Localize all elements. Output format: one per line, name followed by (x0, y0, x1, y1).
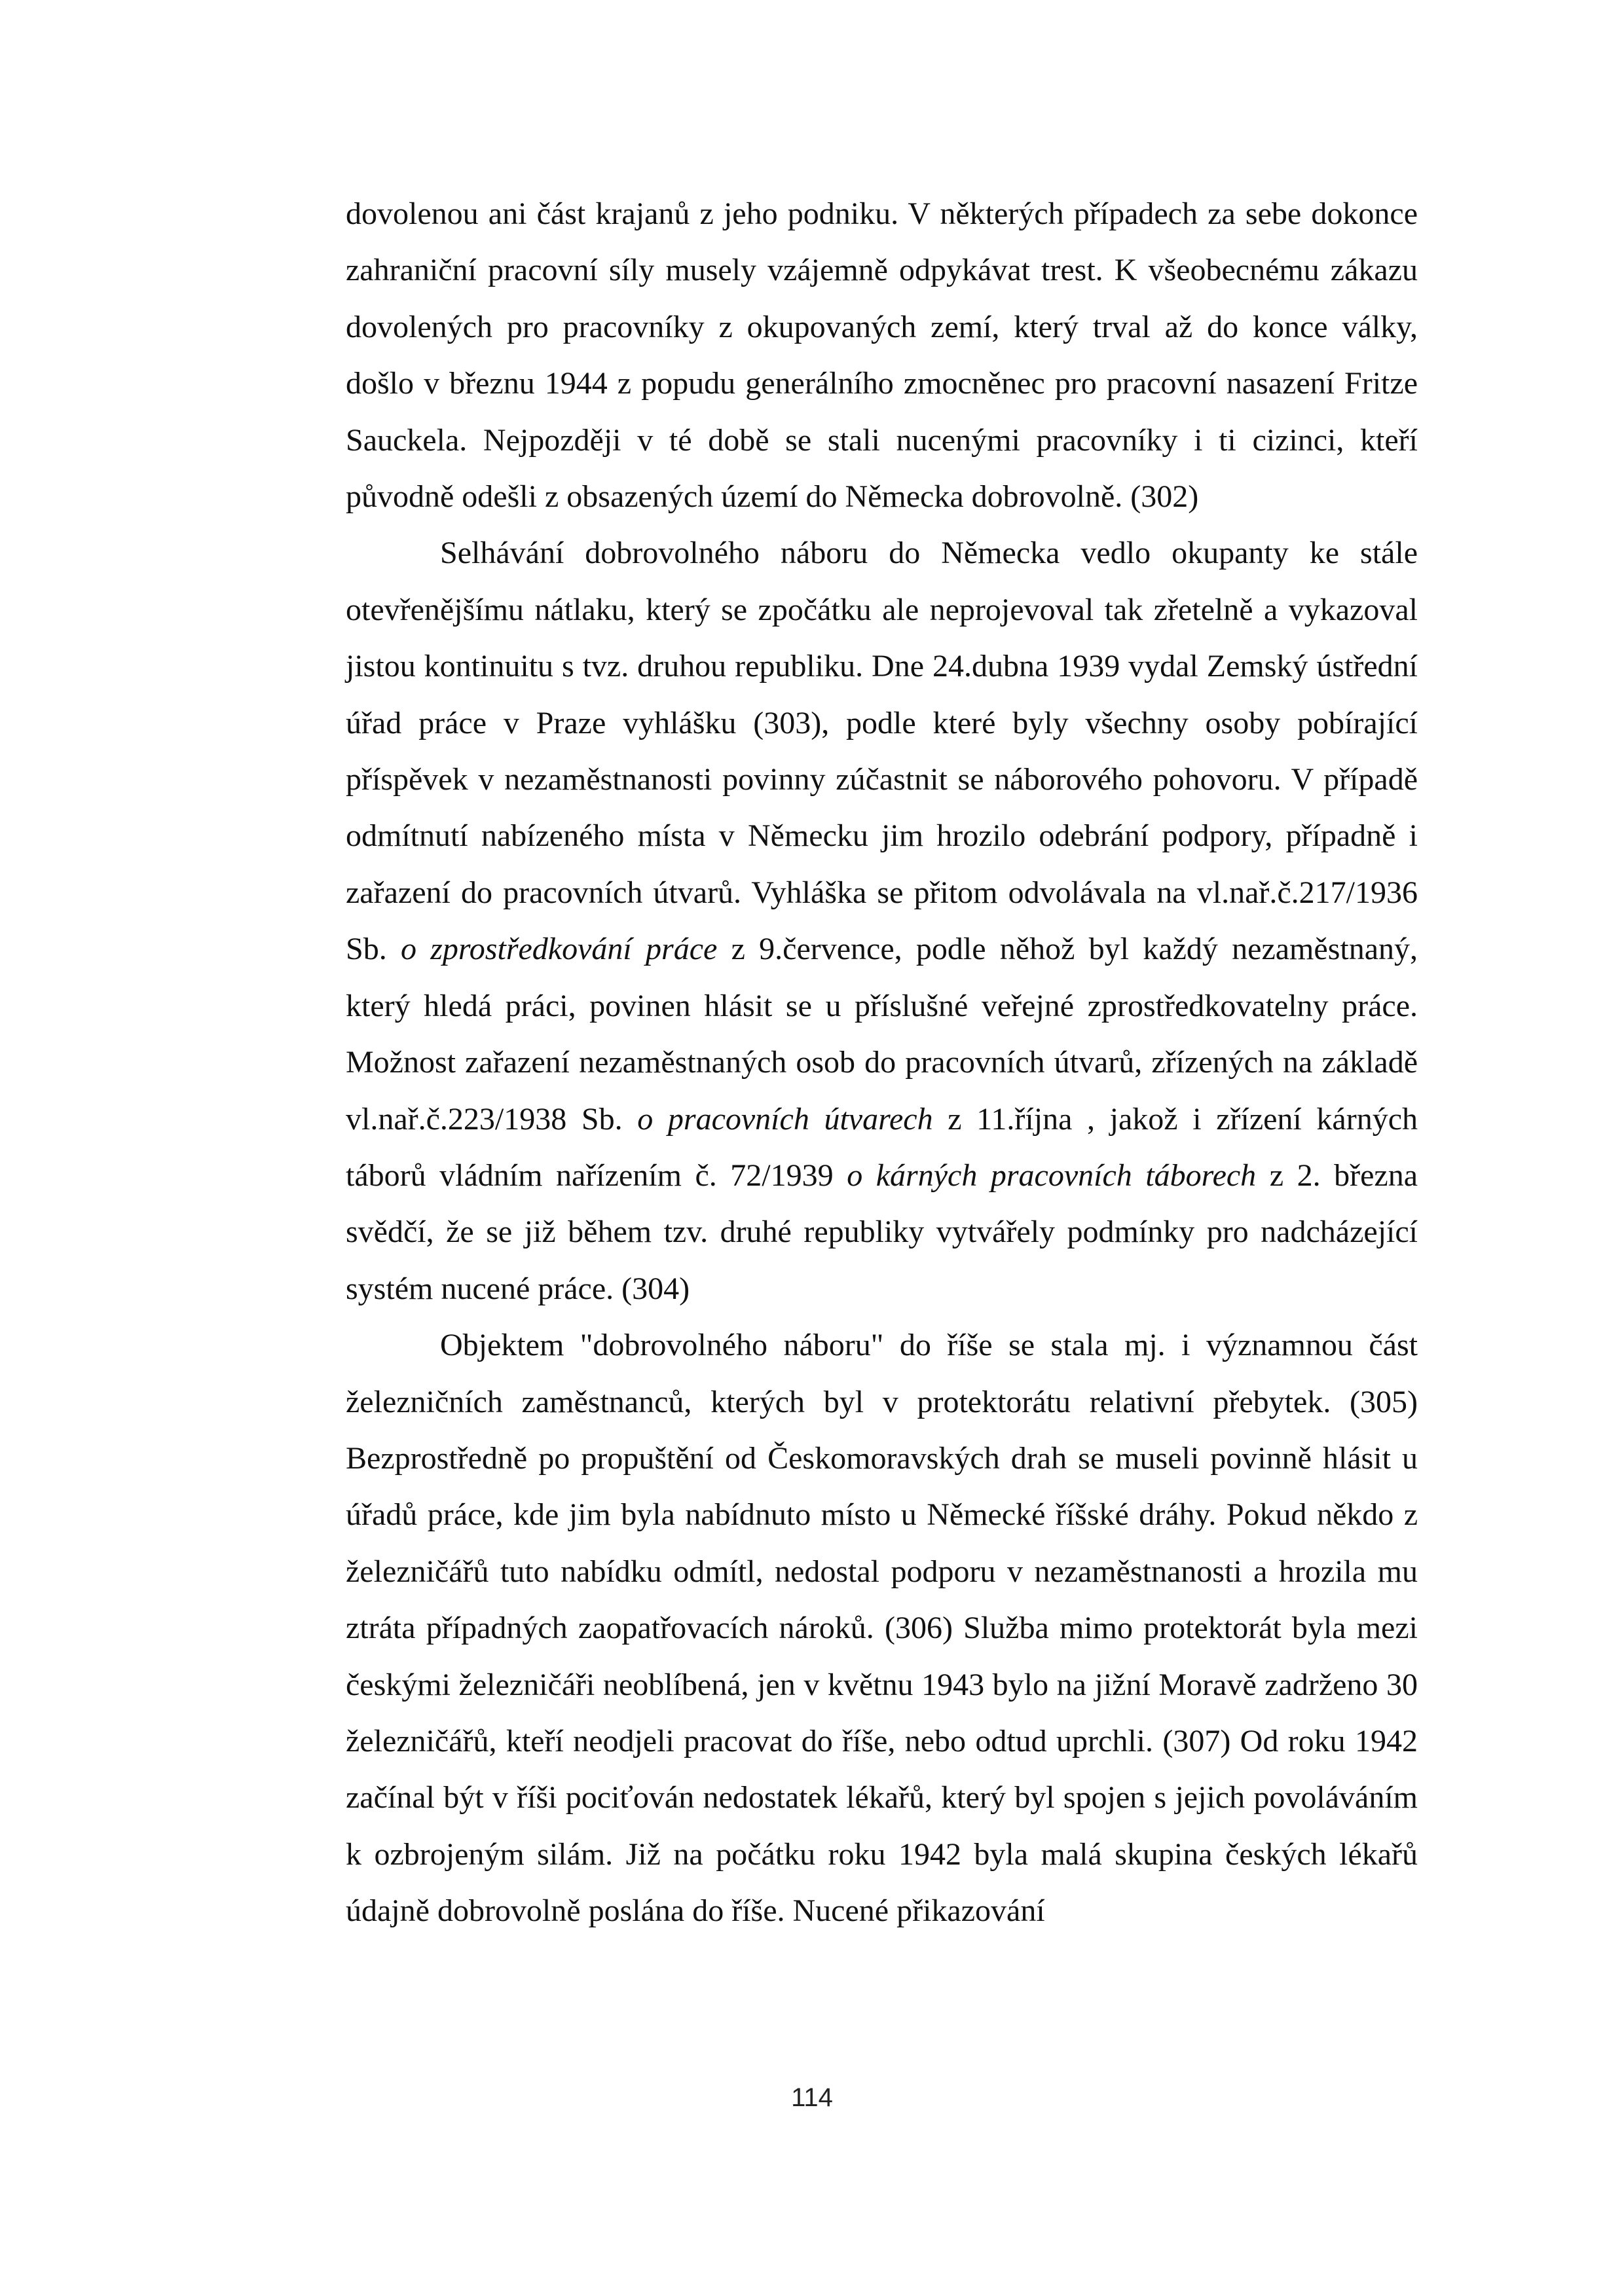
italic-citation: o pracovních útvarech (637, 1101, 933, 1137)
text-run: dovolenou ani část krajanů z jeho podniku. V některých případech za sebe dokonce zahraniční pracovní síly musely vzájemně odpykávat trest. K všeobecnému zákazu dovolených pro pracovníky z okupovaných zemí, který trval až do konce války, došlo v březnu 1944 z popudu generálního zmocněnec pro pracovní nasazení Fritze Sauckela. Nejpozději v té době se stali nucenými pracovníky i ti cizinci, kteří původně odešli z obsazených území do Německa dobrovolně. (302) (346, 196, 1418, 515)
paragraph-3 (346, 1317, 1418, 1939)
text-run: z 2. března svědčí, že se již během tzv. druhé republiky vytvářely podmínky pro nadcházející systém nucené práce. (304) (346, 1157, 1418, 1306)
paragraph-1 (346, 186, 1418, 525)
italic-citation: o kárných pracovních táborech (847, 1157, 1257, 1193)
text-run: Selhávání dobrovolného náboru do Německa vedlo okupanty ke stále otevřenějšímu nátlaku, který se zpočátku ale neprojevoval tak zřetelně a vykazoval jistou kontinuitu s tvz. druhou republiku. Dne 24.dubna 1939 vydal Zemský ústřední úřad práce v Praze vyhlášku (303), podle které byly všechny osoby pobírající příspěvek v nezaměstnanosti povinny zúčastnit se náborového pohovoru. V případě odmítnutí nabízeného místa v Německu jim hrozilo odebrání podpory, případně i zařazení do pracovních útvarů. Vyhláška se přitom odvolávala na vl.nař.č.217/1936 Sb. (346, 536, 1418, 967)
text-run: z 9.července, podle něhož byl každý nezaměstnaný, který hledá práci, povinen hlásit se u příslušné veřejné zprostředkovatelny práce. Možnost zařazení nezaměstnaných osob do pracovních útvarů, zřízených na základě vl.nař.č.223/1938 Sb. (346, 932, 1418, 1137)
italic-citation: o zprostředkování práce (400, 932, 718, 967)
text-run: Objektem "dobrovolného náboru" do říše se stala mj. i významnou část železničních zaměstnanců, kterých byl v protektorátu relativní přebytek. (305) Bezprostředně po propuštění od Českomoravských drah se museli povinně hlásit u úřadů práce, kde jim byla nabídnuto místo u Německé říšské dráhy. Pokud někdo z železničářů tuto nabídku odmítl, nedostal podporu v nezaměstnanosti a hrozila mu ztráta případných zaopatřovacích nároků. (306) Služba mimo protektorát byla mezi českými železničáři neoblíbená, jen v květnu 1943 bylo na jižní Moravě zadrženo 30 železničářů, kteří neodjeli pracovat do říše, nebo odtud uprchli. (307) Od roku 1942 začínal být v říši pociťován nedostatek lékařů, který byl spojen s jejich povoláváním k ozbrojeným silám. Již na počátku roku 1942 byla malá skupina českých lékařů údajně dobrovolně poslána do říše. Nucené přikazování (346, 1328, 1418, 1929)
text-run: z 11.října , jakož i zřízení kárných táborů vládním nařízením č. 72/1939 (346, 1101, 1418, 1193)
body-text (346, 186, 1418, 1940)
page-number: 114 (791, 2083, 833, 2112)
paragraph-2 (346, 525, 1418, 1317)
